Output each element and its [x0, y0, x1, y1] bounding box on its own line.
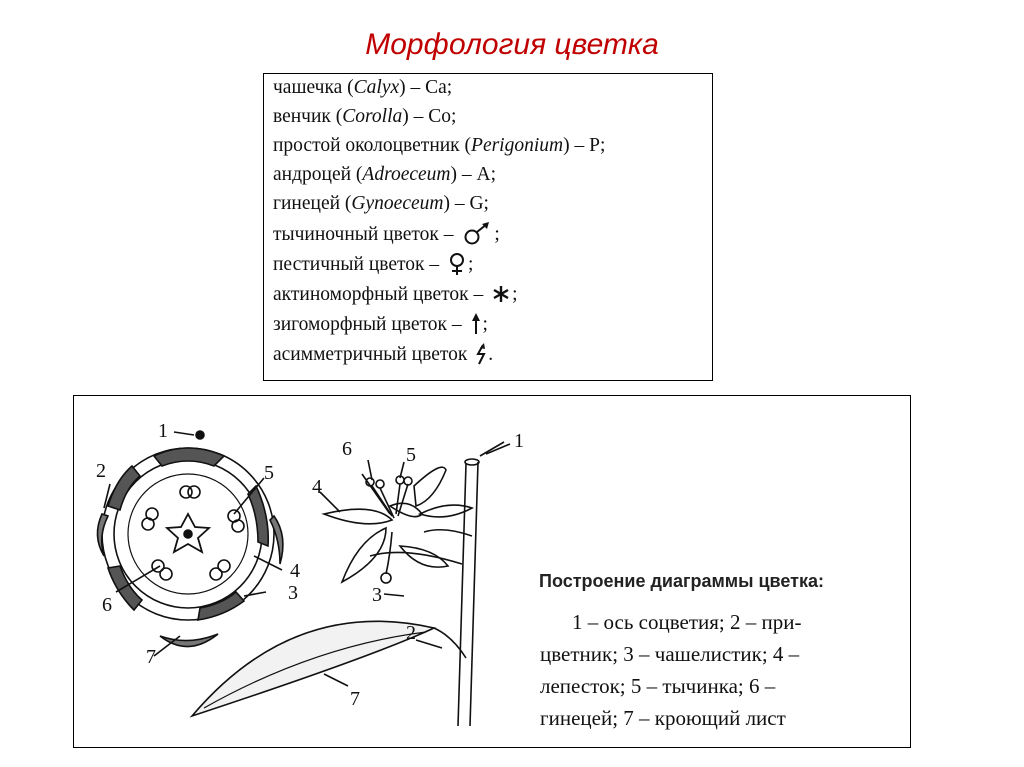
male-symbol-icon: [460, 222, 494, 246]
caption-line: лепесток; 5 – тычинка; 6 –: [540, 674, 776, 698]
diagram-label-5: 5: [264, 462, 274, 484]
legend-row-perigonium: простой околоцветник (Perigonium) – P;: [273, 135, 606, 156]
caption-line: цветник; 3 – чашелистик; 4 –: [540, 642, 800, 666]
page-title: Морфология цветка: [365, 28, 659, 61]
caption-title: Построение диаграммы цветка:: [539, 571, 824, 591]
asterisk-symbol-icon: [490, 282, 512, 306]
diagram-label-6: 6: [102, 594, 112, 616]
legend-row-corolla: венчик (Corolla) – Co;: [273, 106, 457, 127]
diagram-label-4: 4: [290, 560, 300, 582]
legend-row-actinomorphic-flower: актиноморфный цветок – ;: [273, 284, 518, 305]
diagram-label-7: 7: [146, 646, 156, 668]
zigzag-arrow-symbol-icon: [474, 342, 488, 366]
branch-label-3: 3: [372, 584, 382, 606]
legend-row-gynoecium: гинецей (Gynoeceum) – G;: [273, 193, 489, 214]
legend-row-androecium: андроцей (Adroeceum) – A;: [273, 164, 496, 185]
diagram-label-2: 2: [96, 460, 106, 482]
caption-line: 1 – ось соцветия; 2 – при-: [572, 610, 802, 634]
caption-line: гинецей; 7 – кроющий лист: [540, 706, 786, 730]
branch-label-1: 1: [514, 430, 524, 452]
branch-label-4: 4: [312, 476, 322, 498]
legend-row-asymmetric-flower: асимметричный цветок .: [273, 344, 494, 365]
female-symbol-icon: [446, 252, 468, 276]
diagram-label-3: 3: [288, 582, 298, 604]
legend-row-staminate-flower: тычиночный цветок – ;: [273, 224, 500, 245]
legend-row-pistillate-flower: пестичный цветок – ;: [273, 254, 474, 275]
branch-label-5: 5: [406, 444, 416, 466]
arrow-up-symbol-icon: [469, 312, 483, 336]
branch-label-7: 7: [350, 688, 360, 710]
legend-row-calyx: чашечка (Calyx) – Ca;: [273, 77, 453, 98]
legend-row-zygomorphic-flower: зигоморфный цветок – ;: [273, 314, 488, 335]
branch-label-6: 6: [342, 438, 352, 460]
diagram-label-1: 1: [158, 420, 168, 442]
symbols-legend-box: [263, 73, 713, 381]
flower-diagram-box: [73, 395, 911, 748]
branch-label-2: 2: [406, 622, 416, 644]
